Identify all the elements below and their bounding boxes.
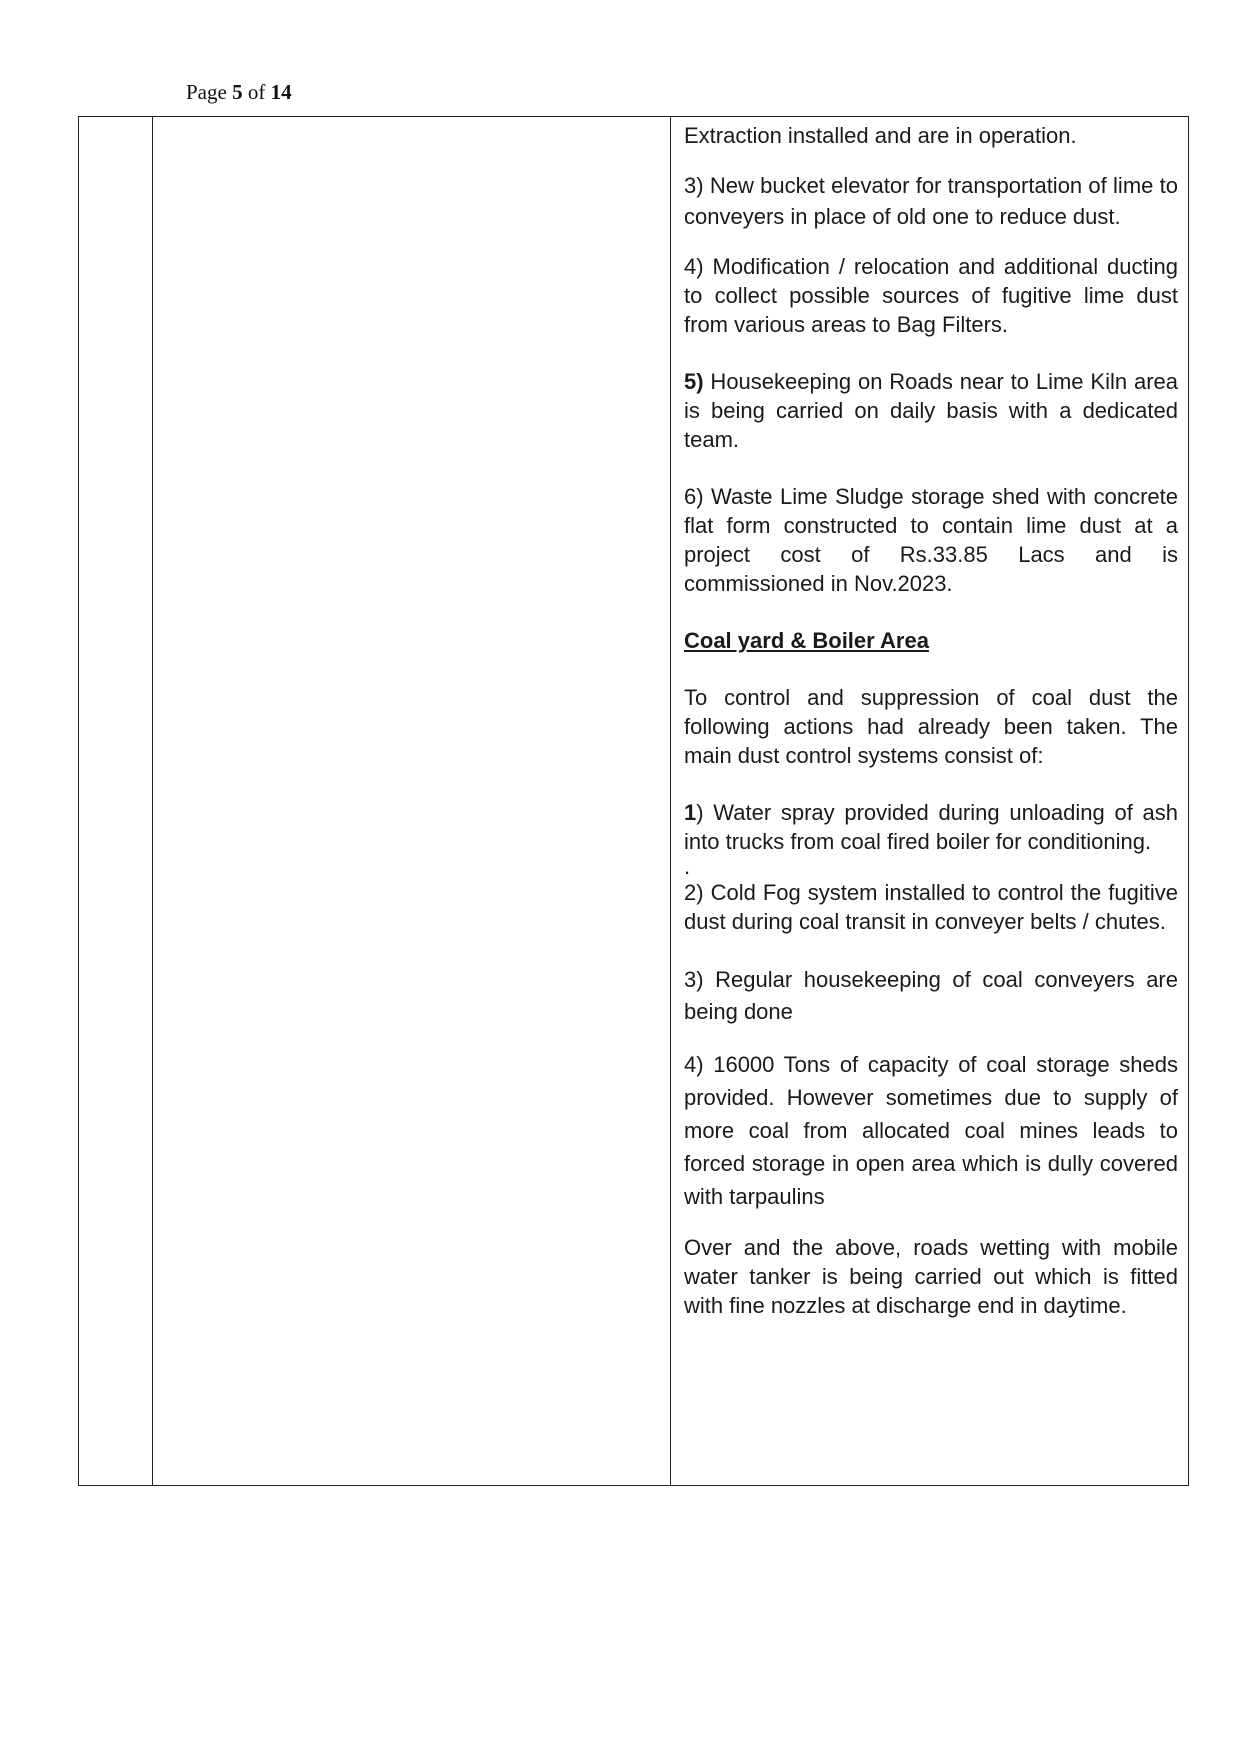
coal-storage-paragraph: 4) 16000 Tons of capacity of coal storage sheds provided. However sometimes due to supply of more coal from allocated coal mines leads to forced storage in open area which is dully covered with tarpaulins [684,1052,1178,1209]
extraction-paragraph: Extraction installed and are in operation. [684,123,1077,148]
cold-fog-paragraph: 2) Cold Fog system installed to control the fugitive dust during coal transit in conveyer belts / chutes. [684,880,1178,934]
page-label: Page [186,80,227,104]
total-pages: 14 [270,80,292,104]
coal-intro-paragraph: To control and suppression of coal dust the following actions had already been taken. The main dust control systems consist of: [684,685,1178,768]
road-wetting-paragraph: Over and the above, roads wetting with mobile water tanker is being carried out which is fitted with fine nozzles at discharge end in daytime. [684,1235,1178,1318]
water-spray-paragraph [684,798,1178,856]
compliance-column [671,117,1188,1485]
bucket-elevator-paragraph: 3) New bucket elevator for transportation of lime to conveyers in place of old one to reduce dust. [684,173,1178,229]
current-page: 5 [232,80,243,104]
page-number [186,80,292,105]
ducting-paragraph: 4) Modification / relocation and additional ducting to collect possible sources of fugitive lime dust from various areas to Bag Filters. [684,254,1178,337]
condition-column [153,117,671,1485]
content-table [78,116,1189,1486]
housekeeping-roads-paragraph [684,367,1178,454]
water-spray-text: ) Water spray provided during unloading of ash into trucks from coal fired boiler for conditioning. [684,800,1178,854]
housekeeping-roads-text: Housekeeping on Roads near to Lime Kiln area is being carried on daily basis with a dedicated team. [684,369,1178,452]
section-heading: Coal yard & Boiler Area [684,628,929,653]
serial-column [79,117,153,1485]
item-number: 1 [684,800,697,825]
page-of: of [247,80,266,104]
item-number: 5) [684,369,704,394]
coal-housekeeping-paragraph: 3) Regular housekeeping of coal conveyers are being done [684,967,1178,1024]
stray-dot: . [684,854,691,879]
lime-sludge-paragraph: 6) Waste Lime Sludge storage shed with concrete flat form constructed to contain lime dust at a project cost of Rs.33.85 Lacs and is commissioned in Nov.2023. [684,484,1178,596]
